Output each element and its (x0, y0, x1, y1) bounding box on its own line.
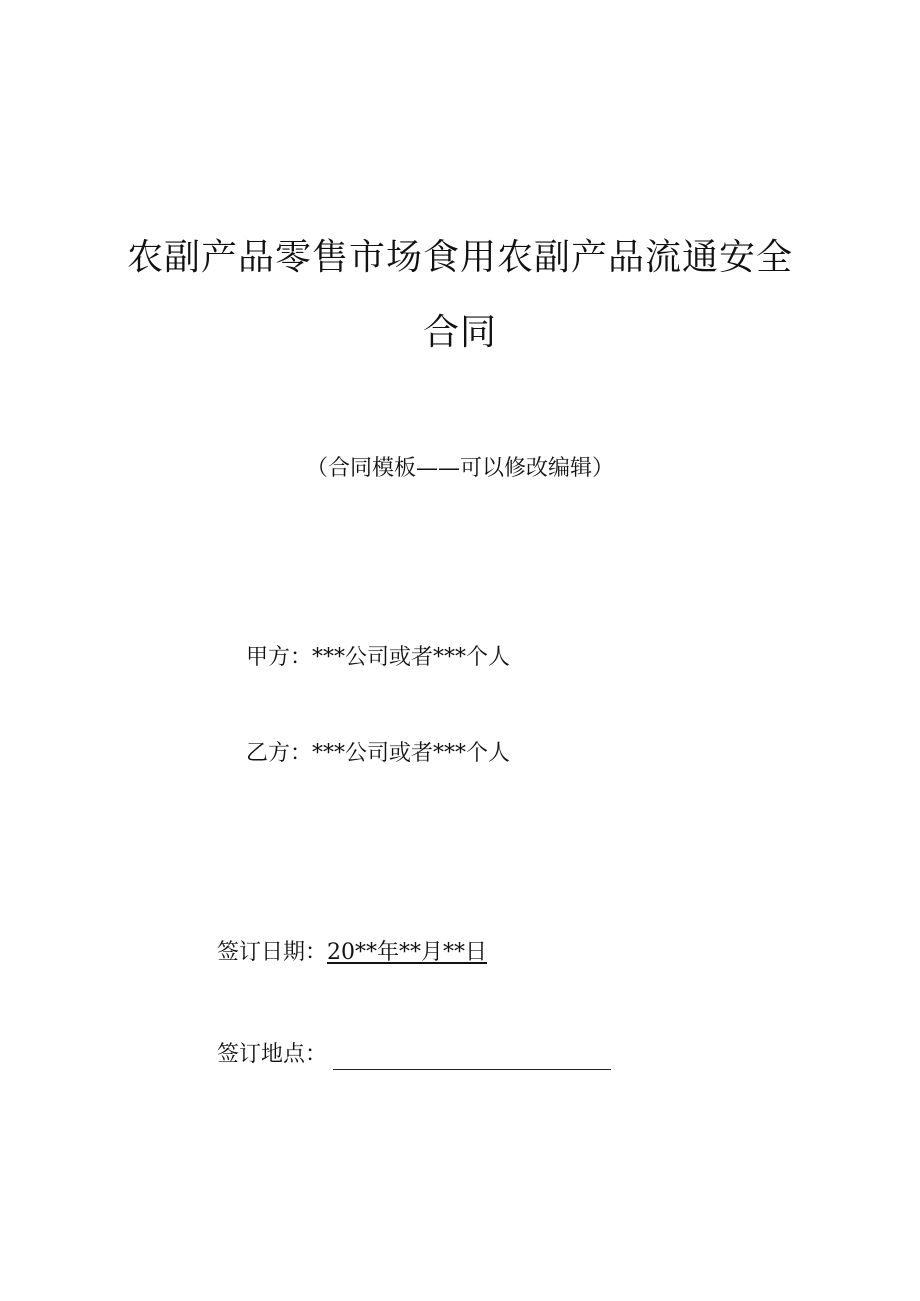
signing-date-label: 签订日期： (217, 940, 328, 965)
document-title-line-1: 农副产品零售市场食用农副产品流通安全 (126, 237, 793, 278)
signing-date-value: 20**年**月**日 (327, 940, 488, 965)
party-b-line: 乙方：***公司或者***个人 (246, 741, 511, 766)
signing-place-blank-line (333, 1047, 611, 1070)
document-subtitle: （合同模板——可以修改编辑） (305, 456, 614, 481)
signing-place-label: 签订地点： (217, 1042, 328, 1067)
signing-date-row (217, 938, 487, 968)
signing-place-row (217, 1040, 611, 1070)
document-title-line-2: 合同 (422, 312, 497, 353)
party-a-line: 甲方：***公司或者***个人 (246, 645, 511, 670)
